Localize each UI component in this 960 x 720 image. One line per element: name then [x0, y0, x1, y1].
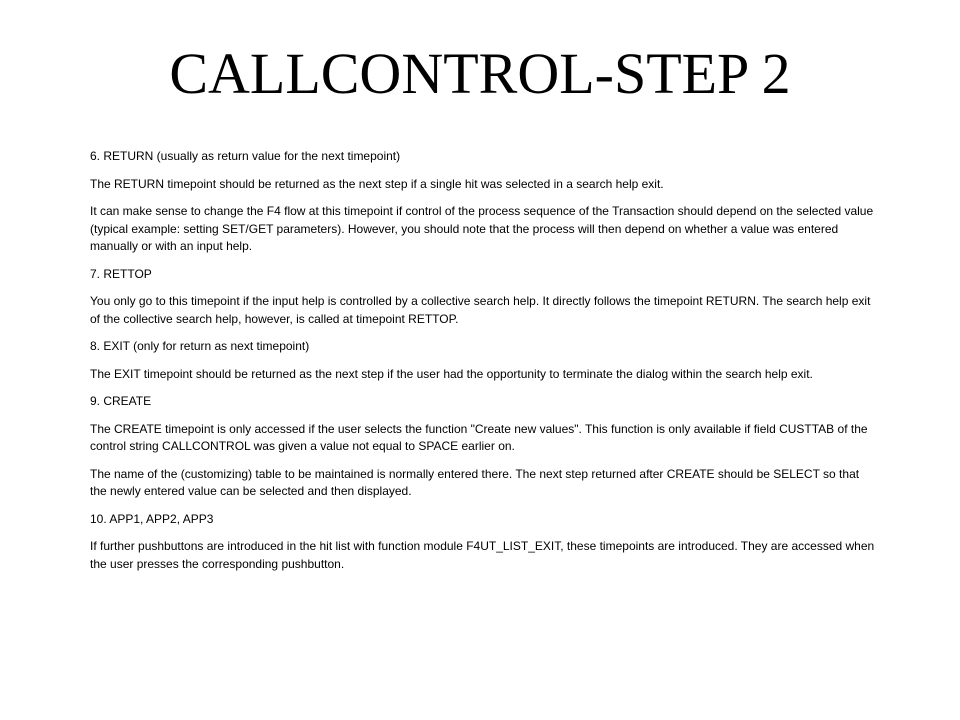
paragraph-create-heading: 9. CREATE — [90, 394, 152, 408]
paragraph-rettop-description: You only go to this timepoint if the input help is controlled by a collective search help. It directly follows the timepoint RETURN. The search help exit of the collective search help, however, is called at timepoint RETTOP. — [90, 294, 871, 326]
paragraph-create-table: The name of the (customizing) table to be maintained is normally entered there. The next step returned after CREATE should be SELECT so that the newly entered value can be selected and then displayed. — [90, 466, 860, 498]
paragraph-return-f4-flow: It can make sense to change the F4 flow at this timepoint if control of the process sequence of the Transaction should depend on the selected value (typical example: setting SET/GET parameters). However, you should note that the process will then depend on whether a value was entered manually or with an input help. — [90, 204, 874, 253]
paragraph-rettop-heading: 7. RETTOP — [90, 266, 152, 281]
paragraph-create-description: The CREATE timepoint is only accessed if the user selects the function "Create new values". This function is only available if field CUSTTAB of the control string CALLCONTROL was given a value not equal to SPACE earlier on. — [90, 421, 868, 453]
paragraph-return-heading: 6. RETURN (usually as return value for the next timepoint) — [90, 149, 401, 163]
paragraph-exit-heading: 8. EXIT (only for return as next timepoint) — [90, 339, 310, 353]
paragraph-return-description: The RETURN timepoint should be returned as the next step if a single hit was selected in a search help exit. — [90, 176, 664, 191]
paragraph-app-heading: 10. APP1, APP2, APP3 — [90, 511, 214, 526]
slide-body — [90, 148, 875, 583]
slide-title: CALLCONTROL-STEP 2 — [169, 41, 791, 106]
paragraph-app-description: If further pushbuttons are introduced in the hit list with function module F4UT_LIST_EXIT, these timepoints are introduced. They are accessed when the user presses the corresponding pushbutton. — [90, 539, 875, 571]
paragraph-exit-description: The EXIT timepoint should be returned as the next step if the user had the opportunity to terminate the dialog within the search help exit. — [90, 366, 813, 381]
